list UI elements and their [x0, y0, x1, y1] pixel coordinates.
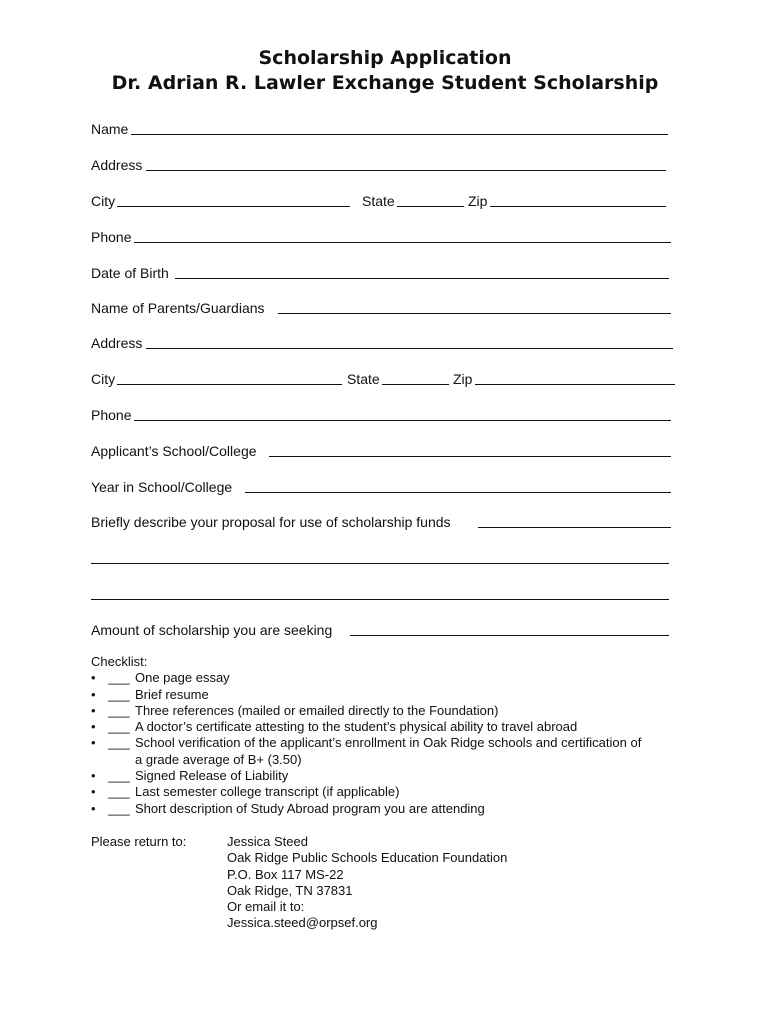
name-label: Name	[91, 121, 129, 137]
return-email-label: Or email it to:	[227, 899, 305, 915]
checklist	[91, 654, 691, 817]
checklist-item-continuation: a grade average of B+ (3.50)	[135, 751, 302, 767]
bullet-icon: •	[91, 702, 96, 718]
bullet-icon: •	[91, 735, 96, 751]
parent-city-label: City	[91, 371, 116, 387]
proposal-label: Briefly describe your proposal for use of scholarship funds	[91, 514, 451, 530]
check-blank[interactable]: ___	[108, 686, 130, 702]
year-label: Year in School/College	[91, 479, 233, 495]
state-field[interactable]	[397, 206, 464, 207]
checklist-item-text: Short description of Study Abroad program you are attending	[135, 800, 485, 816]
checklist-item-text: One page essay	[135, 670, 230, 686]
proposal-field-line-2[interactable]	[91, 563, 669, 564]
parent-address-label: Address	[91, 335, 143, 351]
bullet-icon: •	[91, 719, 96, 735]
return-label: Please return to:	[91, 834, 187, 849]
name-field[interactable]	[131, 134, 668, 135]
parent-phone-label: Phone	[91, 407, 132, 423]
bullet-icon: •	[91, 800, 96, 816]
checklist-item	[91, 735, 691, 768]
check-blank[interactable]: ___	[108, 800, 130, 816]
city-label: City	[91, 193, 116, 209]
city-state-zip-row	[91, 192, 691, 210]
checklist-item	[91, 703, 691, 719]
check-blank[interactable]: ___	[108, 702, 130, 718]
check-blank[interactable]: ___	[108, 719, 130, 735]
return-city-state-zip: Oak Ridge, TN 37831	[227, 882, 353, 898]
year-field[interactable]	[245, 492, 671, 493]
checklist-item	[91, 687, 691, 703]
return-address	[227, 834, 507, 932]
parent-zip-label: Zip	[453, 371, 473, 387]
check-blank[interactable]: ___	[108, 768, 130, 784]
return-org: Oak Ridge Public Schools Education Foundation	[227, 850, 508, 866]
address-field[interactable]	[146, 170, 666, 171]
checklist-item	[91, 768, 691, 784]
address-label: Address	[91, 157, 143, 173]
checklist-item-text: Signed Release of Liability	[135, 768, 289, 784]
form-title: Scholarship Application	[258, 47, 512, 69]
bullet-icon: •	[91, 686, 96, 702]
checklist-item	[91, 801, 691, 817]
phone-field[interactable]	[134, 242, 671, 243]
return-name: Jessica Steed	[227, 834, 308, 849]
checklist-item-text: School verification of the applicant’s enrollment in Oak Ridge schools and certification of	[135, 735, 642, 751]
check-blank[interactable]: ___	[108, 735, 130, 751]
parents-label: Name of Parents/Guardians	[91, 300, 265, 316]
checklist-item	[91, 670, 691, 686]
return-po-box: P.O. Box 117 MS-22	[227, 866, 344, 882]
parent-city-state-zip-row	[91, 370, 691, 388]
parent-state-label: State	[347, 371, 380, 387]
check-blank[interactable]: ___	[108, 784, 130, 800]
check-blank[interactable]: ___	[108, 670, 130, 686]
school-label: Applicant’s School/College	[91, 443, 257, 459]
checklist-item-text: Brief resume	[135, 686, 209, 702]
dob-label: Date of Birth	[91, 265, 169, 281]
zip-field[interactable]	[490, 206, 666, 207]
checklist-item	[91, 784, 691, 800]
amount-label: Amount of scholarship you are seeking	[91, 622, 333, 638]
checklist-item-text: A doctor’s certificate attesting to the student’s physical ability to travel abroad	[135, 719, 578, 735]
parent-city-field[interactable]	[117, 384, 342, 385]
proposal-field-line-1[interactable]	[478, 527, 671, 528]
dob-field[interactable]	[175, 278, 669, 279]
city-field[interactable]	[117, 206, 350, 207]
parents-field[interactable]	[278, 313, 671, 314]
return-email[interactable]: Jessica.steed@orpsef.org	[227, 915, 378, 931]
form-subtitle: Dr. Adrian R. Lawler Exchange Student Scholarship	[111, 72, 659, 94]
checklist-heading: Checklist:	[91, 654, 148, 669]
checklist-item-text: Last semester college transcript (if applicable)	[135, 784, 400, 800]
parent-address-field[interactable]	[146, 348, 673, 349]
checklist-item	[91, 719, 691, 735]
bullet-icon: •	[91, 670, 96, 686]
bullet-icon: •	[91, 784, 96, 800]
state-label: State	[362, 193, 395, 209]
parent-zip-field[interactable]	[475, 384, 675, 385]
parent-phone-field[interactable]	[134, 420, 671, 421]
proposal-field-line-3[interactable]	[91, 599, 669, 600]
school-field[interactable]	[269, 456, 671, 457]
phone-label: Phone	[91, 229, 132, 245]
parent-state-field[interactable]	[382, 384, 449, 385]
bullet-icon: •	[91, 768, 96, 784]
zip-label: Zip	[468, 193, 488, 209]
checklist-item-text: Three references (mailed or emailed directly to the Foundation)	[135, 702, 499, 718]
amount-field[interactable]	[350, 635, 669, 636]
